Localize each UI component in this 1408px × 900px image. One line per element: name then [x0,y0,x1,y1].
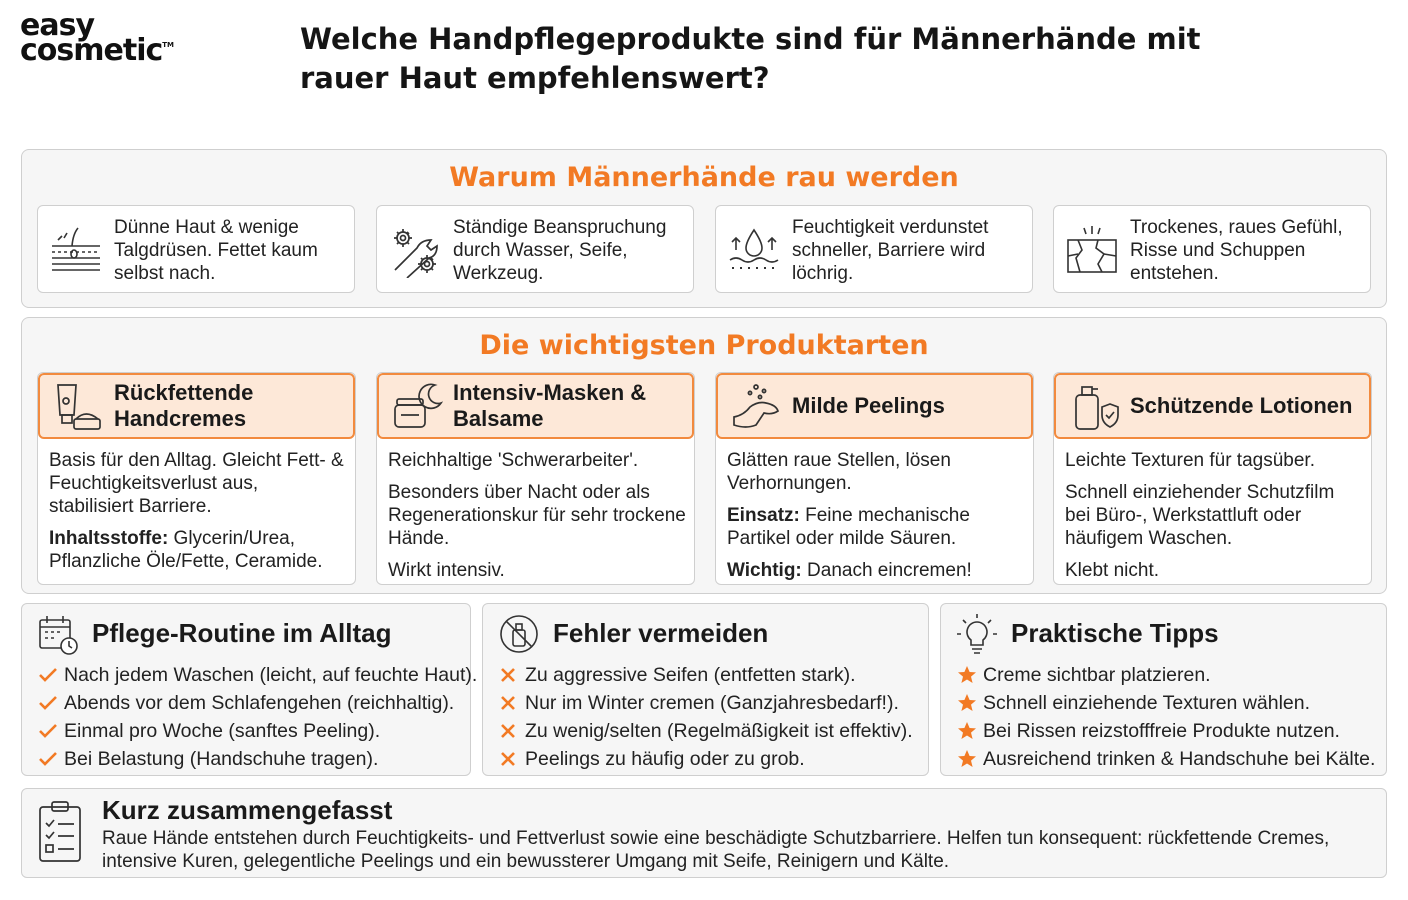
detail-label: Einsatz: [727,505,800,526]
check-icon [38,723,64,739]
tip-item-text: Creme sichtbar platzieren. [983,664,1211,686]
product-header [38,373,355,439]
routine-item-text: Einmal pro Woche (sanftes Peeling). [64,720,381,742]
list-item [957,717,1375,745]
product-header [377,373,694,439]
lightbulb-icon [955,612,999,656]
cause-card [715,205,1033,293]
mistake-item-text: Peelings zu häufig oder zu grob. [525,748,805,770]
check-icon [38,695,64,711]
product-card [37,372,356,585]
check-icon [38,751,64,767]
product-desc: Reichhaltige 'Schwerarbeiter'. [388,450,639,471]
note-label: Wichtig: [727,560,802,581]
night-jar-icon [391,381,443,433]
list-item [38,745,477,773]
clipboard-checklist-icon [36,799,86,865]
page-title: Welche Handpflegeprodukte sind für Männerhände mit rauer Haut empfehlenswert? [300,22,1201,95]
product-body [1065,449,1363,585]
routine-item-text: Bei Belastung (Handschuhe tragen). [64,748,379,770]
list-item [499,689,913,717]
mistakes-box [482,603,929,776]
list-item [38,717,477,745]
calendar-clock-icon [36,612,80,656]
list-item [957,745,1375,773]
cause-text: Ständige Beanspruchung durch Wasser, Seife, Werkzeug. [453,217,667,284]
product-title: Schützende Lotionen [1130,393,1353,418]
tip-item-text: Bei Rissen reizstofffreie Produkte nutzen. [983,720,1340,742]
product-note: Klebt nicht. [1065,560,1159,581]
list-item [38,661,477,689]
tips-box [940,603,1387,776]
tip-item-text: Ausreichend trinken & Handschuhe bei Kälte. [983,748,1376,770]
note-text: Danach eincremen! [801,560,972,581]
product-detail: Besonders über Nacht oder als Regenerationskur für sehr trockene Hände. [388,482,686,549]
product-card [715,372,1034,585]
product-note: Wirkt intensiv. [388,560,505,581]
list-item [957,661,1375,689]
routine-list [38,661,477,773]
brand-line-2: cosmetic [20,32,163,68]
routine-item-text: Nach jedem Waschen (leicht, auf feuchte Haut). [64,664,478,686]
cross-icon [499,694,525,712]
product-detail: Schnell einziehender Schutzfilm bei Büro-, Werkstattluft oder häufigem Waschen. [1065,482,1335,549]
cracked-skin-icon [1064,224,1120,278]
list-item [499,717,913,745]
evaporation-icon [726,224,782,278]
product-detail [49,527,347,573]
summary-title: Kurz zusammengefasst [102,795,393,825]
product-header [1054,373,1371,439]
routine-box [21,603,478,776]
product-body [727,449,1025,585]
product-body [49,449,347,582]
mistake-item-text: Zu aggressive Seifen (entfetten stark). [525,664,856,686]
detail-label: Inhaltsstoffe: [49,528,169,549]
summary-text: Raue Hände entstehen durch Feuchtigkeits- und Fettverlust sowie eine beschädigte Schutzbarriere. Helfen tun konsequent: rückfettende Cremes, intensive Kuren, gelegentliche Peelings und ein bewussterer Umgang mit Seife, Reinigern und Kälte. [102,828,1330,872]
products-section [21,317,1387,594]
brand-logo [20,8,175,68]
causes-title: Warum Männerhände rau werden [449,162,959,193]
cause-card [376,205,694,293]
detail-text: Feine mechanische Partikel oder milde Säuren. [727,505,970,549]
product-desc: Leichte Texturen für tagsüber. [1065,450,1315,471]
product-body [388,449,686,585]
tips-list [957,661,1375,773]
star-icon [957,665,983,685]
product-header [716,373,1033,439]
brand-line-1: easy [20,8,95,43]
tips-title: Praktische Tipps [1011,618,1219,648]
list-item [957,689,1375,717]
mistakes-title: Fehler vermeiden [553,618,769,648]
gears-wrench-icon [387,224,443,278]
product-desc: Glätten raue Stellen, lösen Verhornungen. [727,450,951,494]
cross-icon [499,750,525,768]
list-item [38,689,477,717]
product-title: Rückfettende Handcremes [114,380,254,431]
skin-layer-icon [48,224,104,278]
mistake-item-text: Nur im Winter cremen (Ganzjahresbedarf!). [525,692,899,714]
products-title: Die wichtigsten Produktarten [479,330,929,361]
cause-card [1053,205,1371,293]
product-note [727,559,1025,582]
summary-box [21,788,1387,878]
routine-item-text: Abends vor dem Schlafengehen (reichhaltig). [64,692,455,714]
lotion-shield-icon [1068,381,1120,433]
cross-icon [499,722,525,740]
cross-icon [499,666,525,684]
detail-text: Glycerin/Urea, Pflanzliche Öle/Fette, Ceramide. [49,528,323,572]
mistakes-list [499,661,913,773]
scrub-hand-icon [730,381,782,433]
cause-text: Dünne Haut & wenige Talgdrüsen. Fettet kaum selbst nach. [114,217,318,284]
product-card [1053,372,1372,585]
cause-text: Feuchtigkeit verdunstet schneller, Barriere wird löchrig. [792,217,989,284]
list-item [499,745,913,773]
routine-title: Pflege-Routine im Alltag [92,618,392,648]
cream-tube-icon [52,381,104,433]
causes-section [21,149,1387,308]
star-icon [957,721,983,741]
list-item [499,661,913,689]
product-desc: Basis für den Alltag. Gleicht Fett- & Feuchtigkeitsverlust aus, stabilisiert Barriere. [49,450,344,517]
brand-trademark: TM [162,40,175,49]
star-icon [957,693,983,713]
star-icon [957,749,983,769]
no-soap-icon [497,612,541,656]
tip-item-text: Schnell einziehende Texturen wählen. [983,692,1311,714]
cause-card [37,205,355,293]
product-title: Milde Peelings [792,393,945,418]
product-detail [727,504,1025,550]
cause-text: Trockenes, raues Gefühl, Risse und Schuppen entstehen. [1130,217,1343,284]
product-title: Intensiv-Masken & Balsame [453,380,647,431]
check-icon [38,667,64,683]
product-card [376,372,695,585]
mistake-item-text: Zu wenig/selten (Regelmäßigkeit ist effektiv). [525,720,913,742]
